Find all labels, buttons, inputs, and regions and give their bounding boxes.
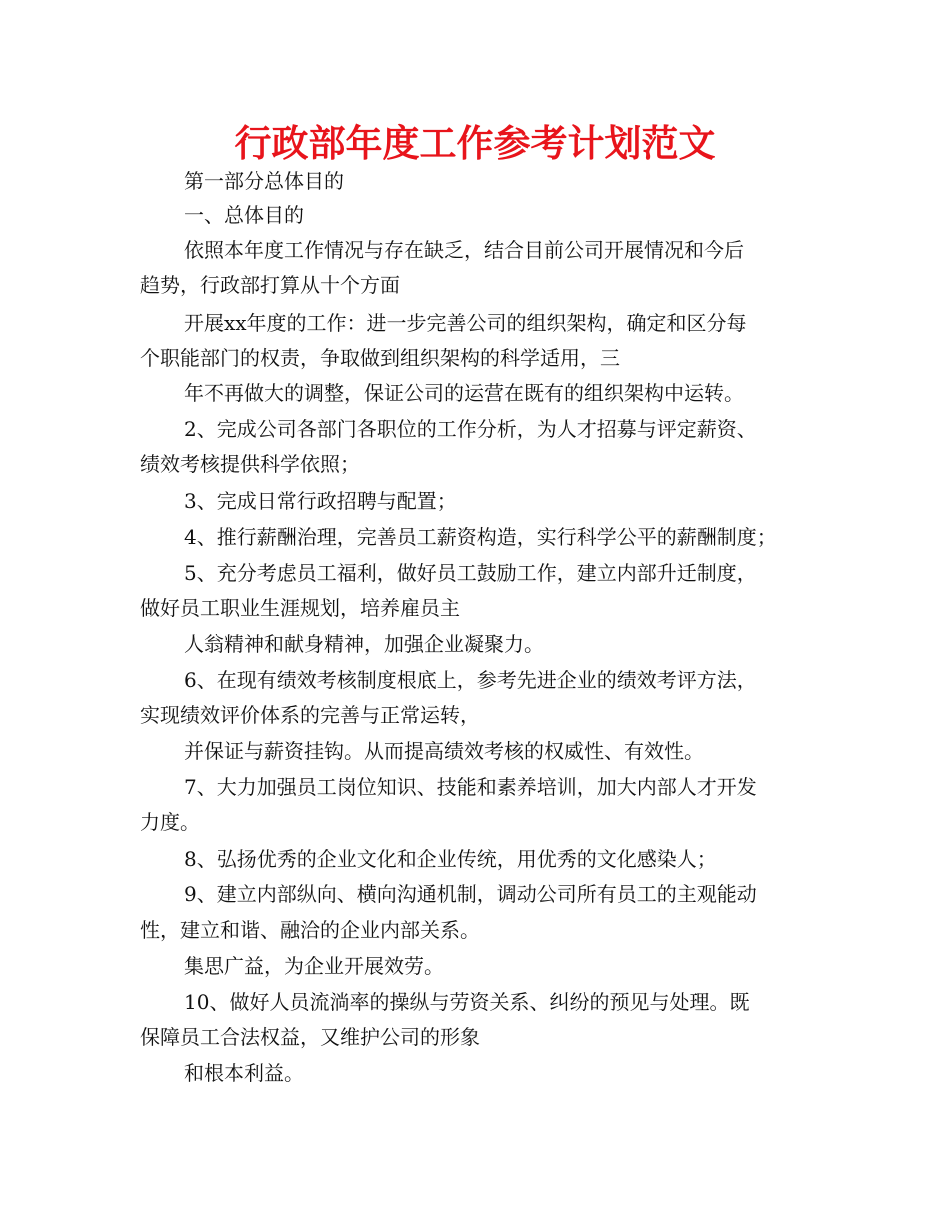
document-title: 行政部年度工作参考计划范文 [234, 122, 716, 165]
list-item: 7、大力加强员工岗位知识、技能和素养培训，加大内部人才开发 [184, 775, 757, 799]
paragraph-line: 趋势，行政部打算从十个方面 [140, 273, 400, 297]
list-item: 5、充分考虑员工福利，做好员工鼓励工作，建立内部升迁制度， [184, 561, 757, 585]
list-item-continuation: 绩效考核提供科学依照； [140, 452, 360, 476]
list-item-continuation: 力度。 [140, 810, 200, 834]
list-item-continuation: 人翁精神和献身精神，加强企业凝聚力。 [184, 632, 544, 656]
list-item-continuation: 集思广益，为企业开展效劳。 [184, 954, 444, 978]
subsection-heading: 一、总体目的 [184, 203, 304, 227]
list-item-continuation: 并保证与薪资挂钩。从而提高绩效考核的权威性、有效性。 [184, 739, 704, 763]
list-item: 10、做好人员流淌率的操纵与劳资关系、纠纷的预见与处理。既 [184, 990, 750, 1014]
list-item-continuation: 实现绩效评价体系的完善与正常运转， [140, 703, 480, 727]
paragraph-line: 依照本年度工作情况与存在缺乏，结合目前公司开展情况和今后 [184, 238, 744, 262]
list-item: 2、完成公司各部门各职位的工作分析，为人才招募与评定薪资、 [184, 417, 757, 441]
paragraph-line: 开展xx年度的工作：进一步完善公司的组织架构，确定和区分每 [184, 311, 747, 335]
paragraph-line: 个职能部门的权责，争取做到组织架构的科学适用，三 [140, 346, 620, 370]
list-item-continuation: 和根本利益。 [184, 1061, 304, 1085]
list-item: 9、建立内部纵向、横向沟通机制，调动公司所有员工的主观能动 [184, 882, 757, 906]
list-item-continuation: 保障员工合法权益，又维护公司的形象 [140, 1025, 480, 1049]
paragraph-line: 年不再做大的调整，保证公司的运营在既有的组织架构中运转。 [184, 381, 744, 405]
list-item-continuation: 做好员工职业生涯规划，培养雇员主 [140, 596, 460, 620]
list-item: 6、在现有绩效考核制度根底上，参考先进企业的绩效考评方法， [184, 668, 757, 692]
list-item: 4、推行薪酬治理，完善员工薪资构造，实行科学公平的薪酬制度； [184, 525, 777, 549]
list-item: 3、完成日常行政招聘与配置； [184, 489, 457, 513]
section-heading: 第一部分总体目的 [184, 169, 344, 193]
list-item-continuation: 性，建立和谐、融洽的企业内部关系。 [140, 918, 480, 942]
list-item: 8、弘扬优秀的企业文化和企业传统，用优秀的文化感染人； [184, 847, 717, 871]
